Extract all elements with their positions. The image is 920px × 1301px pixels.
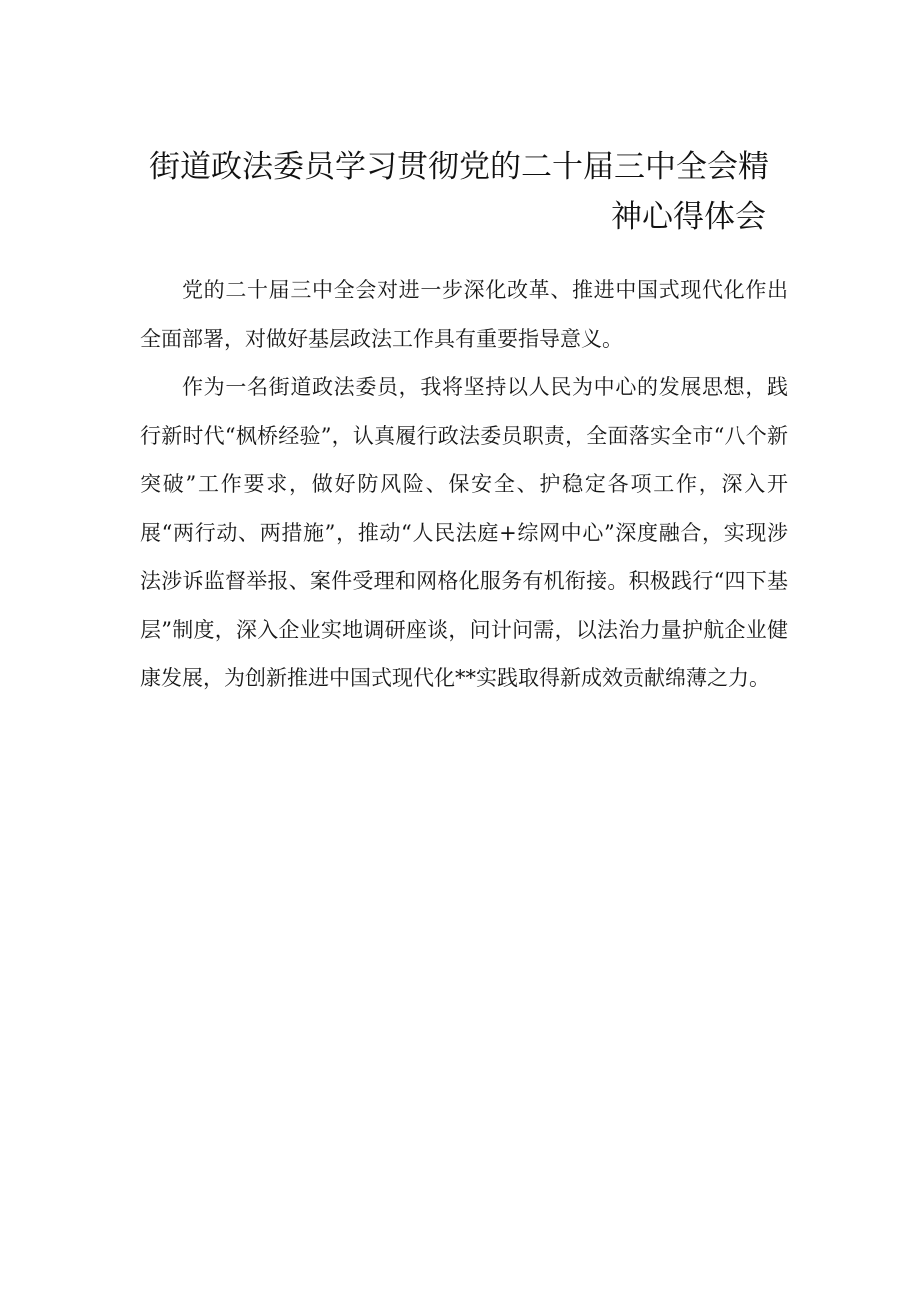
title-line-2: 神心得体会 xyxy=(611,199,766,235)
paragraph-1: 党的二十届三中全会对进一步深化改革、推进中国式现代化作出全面部署，对做好基层政法工作具有重要指导意义。 xyxy=(140,278,788,351)
title-line-1: 街道政法委员学习贯彻党的二十届三中全会精 xyxy=(149,149,769,185)
document-title xyxy=(140,142,790,242)
paragraph-2: 作为一名街道政法委员，我将坚持以人民为中心的发展思想，践行新时代“枫桥经验”，认真履行政法委员职责，全面落实全市“八个新突破”工作要求，做好防风险、保安全、护稳定各项工作，深入开展“两行动、两措施”，推动“人民法庭+综网中心”深度融合，实现涉法涉诉监督举报、案件受理和网格化服务有机衔接。积极践行“四下基层”制度，深入企业实地调研座谈，问计问需，以法治力量护航企业健康发展，为创新推进中国式现代化**实践取得新成效贡献绵薄之力。 xyxy=(140,375,788,690)
document-body xyxy=(140,266,788,703)
